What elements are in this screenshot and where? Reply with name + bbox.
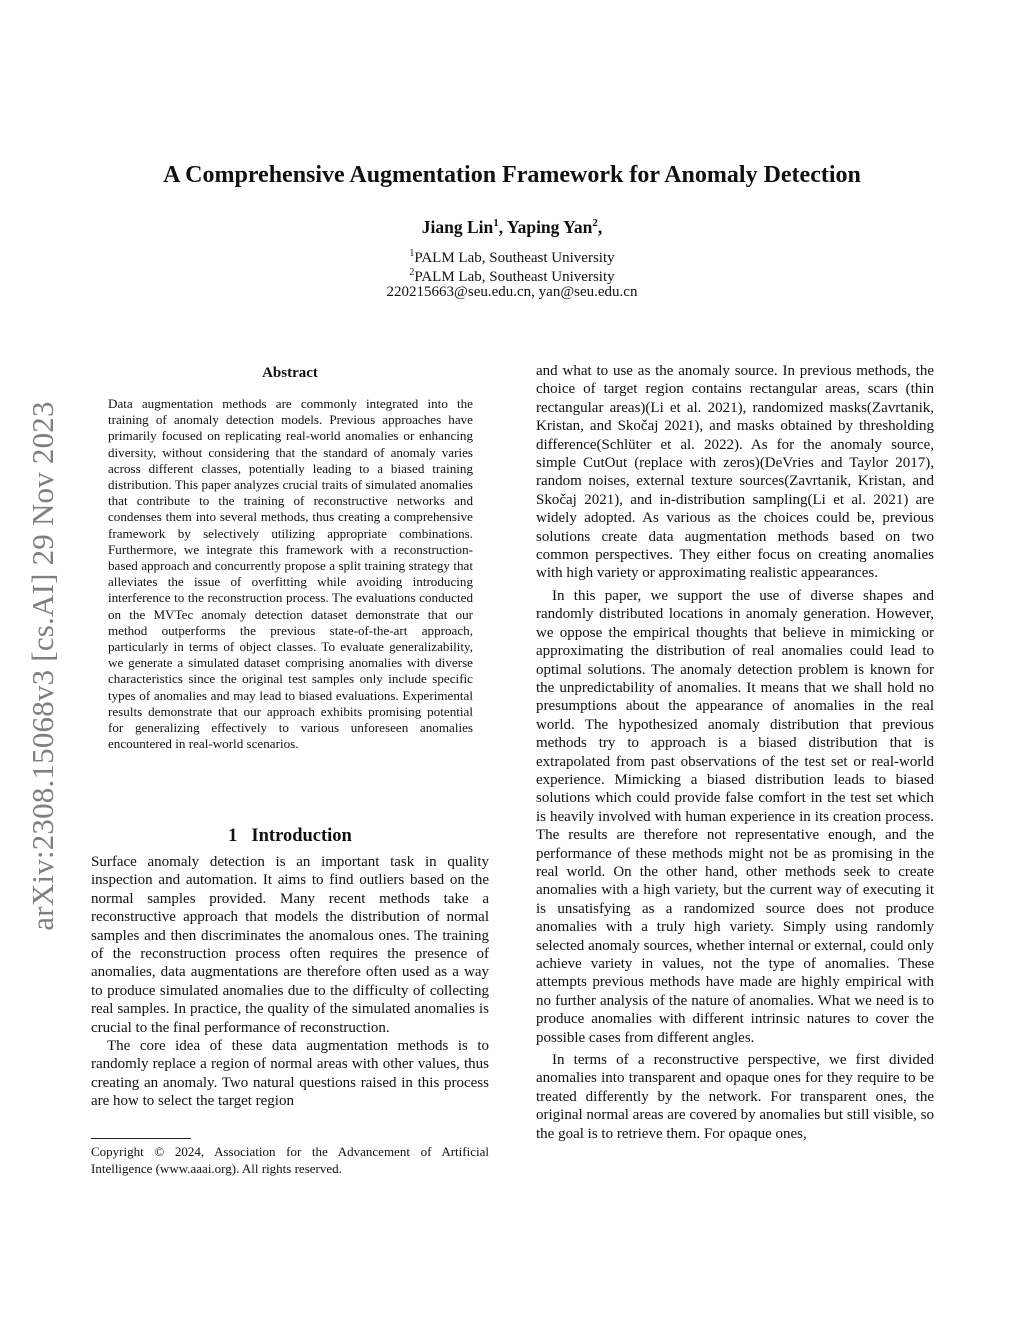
section-heading-introduction: [91, 825, 489, 847]
paragraph: and what to use as the anomaly source. In previous methods, the choice of target region contains rectangular areas, scars (thin rectangular areas)(Li et al. 2021), randomized masks(Zavrtanik, Kristan, and Skočaj 2021), and masks obtained by thresholding difference(Schlüter et al. 2022). As for the anomaly source, simple CutOut (replace with zeros)(DeVries and Taylor 2017), random noises, external texture sources(Zavrtanik, Kristan, and Skočaj 2021), and in-distribution sampling(Li et al. 2021) are widely adopted. As various as the choices could be, previous solutions create data augmentation methods based on two common perspectives. They either focus on creating anomalies with high variety or approximating realistic appearances.: [536, 363, 934, 582]
author-name: Jiang Lin: [421, 216, 494, 237]
paragraph: In this paper, we support the use of diverse shapes and randomly distributed locations in anomaly generation. However, we oppose the empirical thoughts that believe in mimicking or approximating the distribution of real anomalies could lead to optimal solutions. The anomaly detection problem is known for the unpredictability of anomalies. It means that we shall hold no presumptions about the appearance of anomalies in the real world. The hypothesized anomaly distribution that previous methods try to approach is a biased distribution that is extrapolated from past observations of the test set or real-world experience. Mimicking a biased distribution leads to biased solutions which could provide false comfort in the test set which is heavily involved with human experience in its creation process. The results are therefore not representative enough, and the performance of these methods might not be as promising in the real world. On the other hand, other methods seek to create anomalies with a high variety, but the current way of executing it is unsatisfying as a randomized source does not produce anomalies with a truly high variety. Simply using randomly selected anomaly sources, whether internal or external, could only achieve variety in values, not the type of anomalies. These attempts previous methods have made are highly empirical with no further analysis of the nature of anomalies. What we need is to produce anomalies with different intrinsic natures to cover the possible cases from different angles.: [536, 587, 934, 1046]
author-name: Yaping Yan: [506, 216, 593, 237]
paper-title: A Comprehensive Augmentation Framework for Anomaly Detection: [163, 162, 861, 188]
copyright-footnote: Copyright © 2024, Association for the Advancement of Artificial Intelligence (www.aaai.org). All rights reserved.: [91, 1144, 489, 1176]
abstract-heading: Abstract: [262, 365, 318, 381]
author-separator: ,: [498, 216, 507, 237]
paragraph: Surface anomaly detection is an important task in quality inspection and automation. It aims to find outliers based on the normal samples provided. Many recent methods take a reconstructive approach that models the distribution of normal samples and then discriminates the anomalous ones. The training of the reconstruction process often requires the presence of anomalies, data augmentations are therefore often used as a way to produce simulated anomalies due to the difficulty of collecting real samples. In practice, the quality of the simulated anomalies is crucial to the final performance of reconstruction.: [91, 854, 489, 1036]
affiliation-text: PALM Lab, Southeast University: [414, 269, 615, 285]
section-title: Introduction: [251, 826, 352, 846]
author-affiliation-mark: 2: [592, 217, 598, 229]
abstract-body: [108, 396, 473, 752]
footnote-divider: [91, 1138, 191, 1139]
author-affiliation-mark: 1: [493, 217, 499, 229]
author-separator: ,: [597, 216, 603, 237]
paragraph: The core idea of these data augmentation methods is to randomly replace a region of normal areas with other values, thus creating an anomaly. Two natural questions raised in this process are how to select the target region: [91, 1038, 489, 1110]
arxiv-identifier: arXiv:2308.15068v3 [cs.AI] 29 Nov 2023: [25, 401, 60, 931]
section-number: 1: [228, 826, 238, 846]
paragraph: In terms of a reconstructive perspective, we first divided anomalies into transparent and opaque ones for they require to be treated differently by the network. For transparent ones, the original normal areas are covered by anomalies but still visible, so the goal is to retrieve them. For opaque ones,: [536, 1052, 934, 1142]
affiliation-mark: 2: [409, 267, 415, 278]
affiliation-text: PALM Lab, Southeast University: [414, 250, 615, 266]
author-list: [0, 211, 1024, 239]
author-emails: 220215663@seu.edu.cn, yan@seu.edu.cn: [386, 284, 638, 300]
introduction-body: [91, 853, 489, 1111]
right-column-body: [536, 362, 934, 1147]
abstract-text: Data augmentation methods are commonly integrated into the training of anomaly detection models. Previous approaches have primarily focused on replicating real-world anomalies or enhancing diversity, without considering that the standard of anomaly varies across different classes, potentially leading to a biased training distribution. This paper analyzes crucial traits of simulated anomalies that contribute to the training of reconstructive networks and condenses them into several methods, thus creating a comprehensive framework by selectively utilizing appropriate combinations. Furthermore, we integrate this framework with a reconstruction-based approach and concurrently propose a split training strategy that alleviates the issue of overfitting while avoiding introducing interference to the reconstruction process. The evaluations conducted on the MVTec anomaly detection dataset demonstrate that our method outperforms the previous state-of-the-art approach, particularly in terms of object classes. To evaluate generalizability, we generate a simulated dataset comprising anomalies with diverse characteristics since the original test samples only include specific types of anomalies and may lead to biased evaluations. Experimental results demonstrate that our approach exhibits promising potential for generalizing effectively to various unforeseen anomalies encountered in real-world scenarios.: [108, 396, 473, 752]
affiliation-mark: 1: [409, 248, 415, 259]
